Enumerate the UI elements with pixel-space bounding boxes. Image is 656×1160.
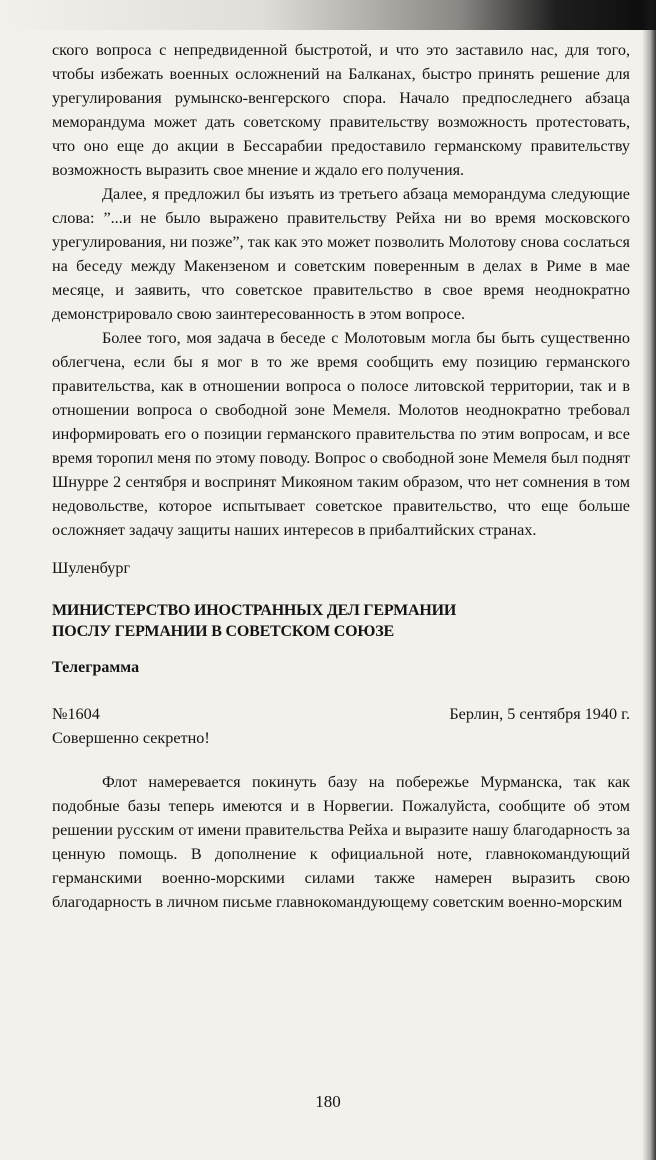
doc-number: №1604 [52,705,100,723]
place-date: Берлин, 5 сентября 1940 г. [449,705,630,723]
paragraph-molotov-talk: Более того, моя задача в беседе с Молотовым могла бы быть существенно облегчена, если бы я мог в то же время сообщить ему позицию германского правительства, как в отношении вопроса о полосе литовской территории, так и в отношении вопроса о свободной зоне Мемеля. Молотов неоднократно требовал информировать его о позиции германского правительства по этим вопросам, и все время торопил меня по этому поводу. Вопрос о свободной зоне Мемеля был поднят Шнурре 2 сентября и воспринят Микояном таким образом, что нет сомнения в том недовольстве, которое испытывает советское правительство, что еще больше осложняет задачу защиты наших интересов в прибалтийских странах. [52,329,630,539]
paragraph-memorandum-edit: Далее, я предложил бы изъять из третьего абзаца меморандума следующие слова: ”...и не было выражено правительству Рейха ни во время московского урегулирования, ни позже”, так как это может позволить Молотову снова сослаться на беседу между Макензеном и советским поверенным в делах в Риме в мае месяце, и заявить, что советское правительство в свое время неоднократно демонстрировало свою заинтересованность в этом вопросе. [52,185,630,323]
telegram-body: Флот намеревается покинуть базу на побережье Мурманска, так как подобные базы теперь имеются и в Норвегии. Пожалуйста, сообщите об этом решении русским от имени правительства Рейха и выразите нашу благодарность за ценную помощь. В дополнение к официальной ноте, главнокомандующий германскими военно-морскими силами также намерен выразить свою благодарность в личном письме главнокомандующему советским военно-морским [52,773,630,911]
doc-type: Телеграмма [52,659,140,676]
signature: Шуленбург [52,559,131,577]
document-page [52,38,630,914]
classification: Совершенно секретно! [52,729,210,747]
scan-right-shadow [642,0,656,1160]
scan-top-shadow [0,0,656,30]
paragraph-continuation: ского вопроса с непредвиденной быстротой, и что это заставило нас, для того, чтобы избежать военных осложнений на Балканах, быстро принять решение для урегулирования румынско-венгерского спора. Начало предпоследнего абзаца меморандума может дать советскому правительству возможность протестовать, что оно еще до акции в Бессарабии предоставило германскому правительству возможность выразить свое мнение и ждало его получения. [52,41,630,179]
doc-meta-row [52,702,630,726]
heading-line-1: МИНИСТЕРСТВО ИНОСТРАННЫХ ДЕЛ ГЕРМАНИИ [52,602,457,619]
heading-line-2: ПОСЛУ ГЕРМАНИИ В СОВЕТСКОМ СОЮЗЕ [52,623,394,640]
telegram-heading [52,600,630,642]
page-number: 180 [315,1092,341,1111]
